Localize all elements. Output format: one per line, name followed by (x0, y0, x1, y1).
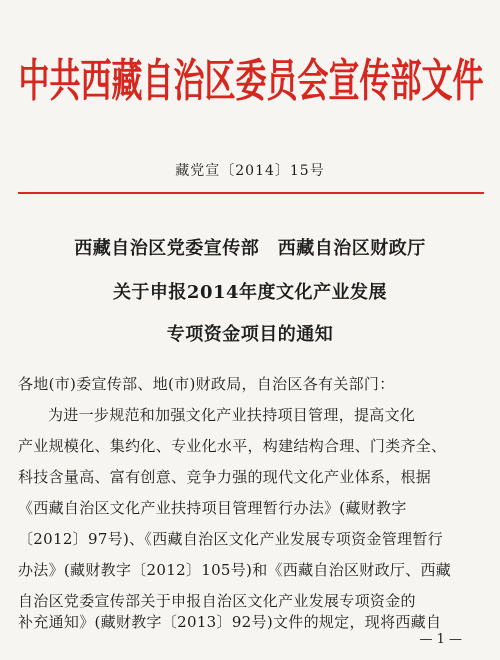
document-number: 藏党宣〔2014〕15号 (175, 163, 325, 179)
body-text-line: 产业规模化、集约化、专业化水平，构建结构合理、门类齐全、 (18, 437, 447, 455)
red-divider-line (18, 192, 484, 194)
body-text-line: 科技含量高、富有创意、竞争力强的现代文化产业体系，根据 (18, 468, 432, 486)
body-text-line: 《西藏自治区文化产业扶持项目管理暂行办法》(藏财教字 (18, 499, 407, 517)
body-text-line: 办法》(藏财教字〔2012〕105号)和《西藏自治区财政厅、西藏 (18, 561, 452, 579)
salutation: 各地(市)委宣传部、地(市)财政局，自治区各有关部门： (18, 375, 395, 393)
body-text-line: 为进一步规范和加强文化产业扶持项目管理，提高文化 (48, 406, 416, 424)
body-text-line: 补充通知》(藏财教字〔2013〕92号)文件的规定，现将西藏自 (18, 613, 442, 631)
body-text-line: 〔2012〕97号)、《西藏自治区文化产业发展专项资金管理暂行 (18, 530, 443, 548)
notice-title-line-2: 关于申报2014年度文化产业发展 (112, 282, 388, 303)
body-text-line: 自治区党委宣传部关于申报自治区文化产业发展专项资金的 (18, 592, 416, 610)
notice-title-line-3: 专项资金项目的通知 (166, 324, 334, 345)
masthead-title: 中共西藏自治区委员会宣传部文件 (18, 55, 484, 108)
notice-title-line-1: 西藏自治区党委宣传部 西藏自治区财政厅 (74, 238, 426, 259)
page-number: — 1 — (419, 632, 462, 647)
